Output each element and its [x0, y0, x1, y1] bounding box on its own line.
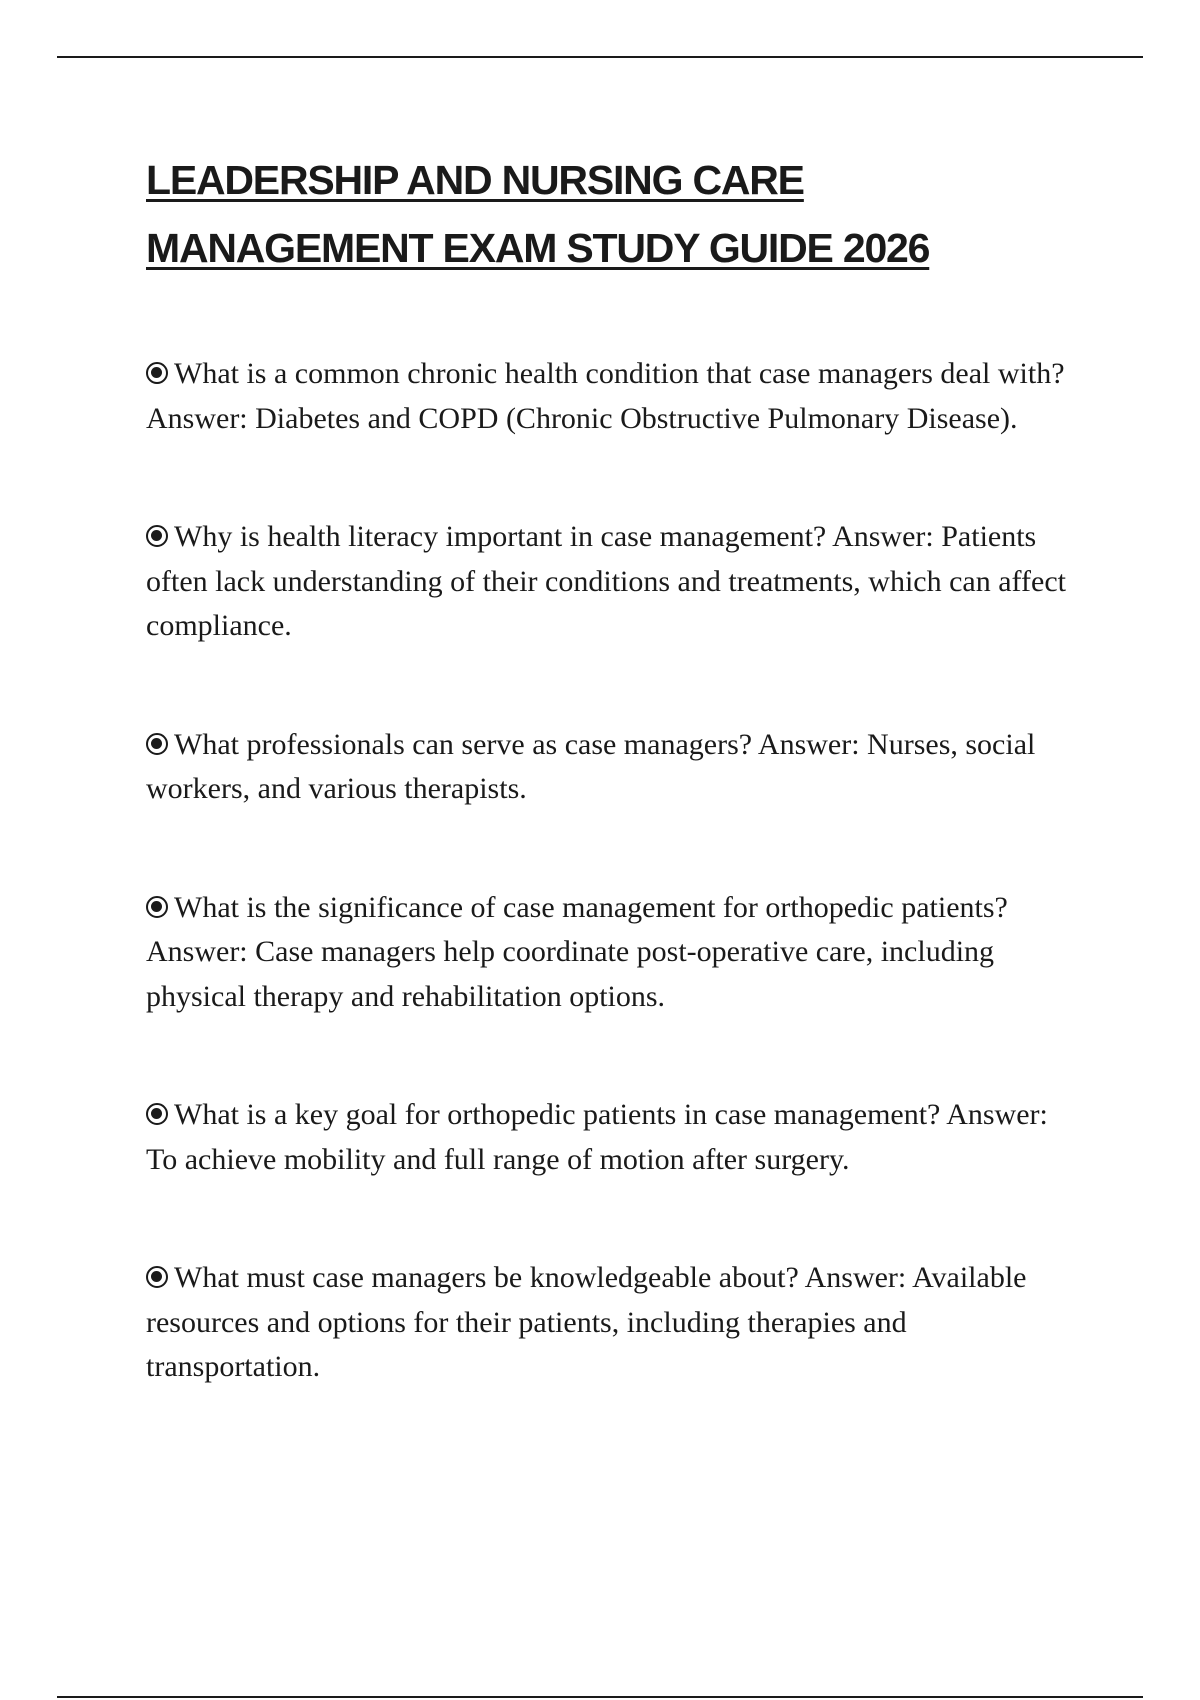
radio-bullet-icon: [146, 733, 168, 755]
qa-text: What must case managers be knowledgeable about? Answer: Available resources and options for their patients, including therapies and transportation.: [146, 1261, 1027, 1383]
top-rule: [57, 56, 1143, 58]
qa-text: What is a key goal for orthopedic patients in case management? Answer: To achieve mobility and full range of motion after surgery.: [146, 1098, 1048, 1176]
title-line-2: MANAGEMENT EXAM STUDY GUIDE 2026: [146, 225, 930, 271]
radio-bullet-icon: [146, 1103, 168, 1125]
qa-text: What professionals can serve as case managers? Answer: Nurses, social workers, and various therapists.: [146, 727, 1036, 805]
radio-bullet-icon: [146, 1266, 168, 1288]
list-item: [146, 886, 1076, 1020]
list-item: [146, 515, 1076, 649]
qa-text: What is the significance of case management for orthopedic patients? Answer: Case managers help coordinate post-operative care, including physical therapy and rehabilitation options.: [146, 890, 1008, 1013]
qa-text: What is a common chronic health condition that case managers deal with? Answer: Diabetes and COPD (Chronic Obstructive Pulmonary Disease).: [146, 357, 1065, 435]
title-line-1: LEADERSHIP AND NURSING CARE: [146, 157, 804, 203]
radio-bullet-icon: [146, 362, 168, 384]
qa-text: Why is health literacy important in case management? Answer: Patients often lack understanding of their conditions and treatments, which can affect compliance.: [146, 520, 1066, 642]
list-item: [146, 1256, 1076, 1390]
bottom-rule: [57, 1696, 1143, 1698]
list-item: [146, 1093, 1076, 1182]
radio-bullet-icon: [146, 896, 168, 918]
qa-list: [146, 352, 1076, 1464]
radio-bullet-icon: [146, 525, 168, 547]
page-title: [146, 146, 1106, 282]
list-item: [146, 352, 1076, 441]
list-item: [146, 723, 1076, 812]
